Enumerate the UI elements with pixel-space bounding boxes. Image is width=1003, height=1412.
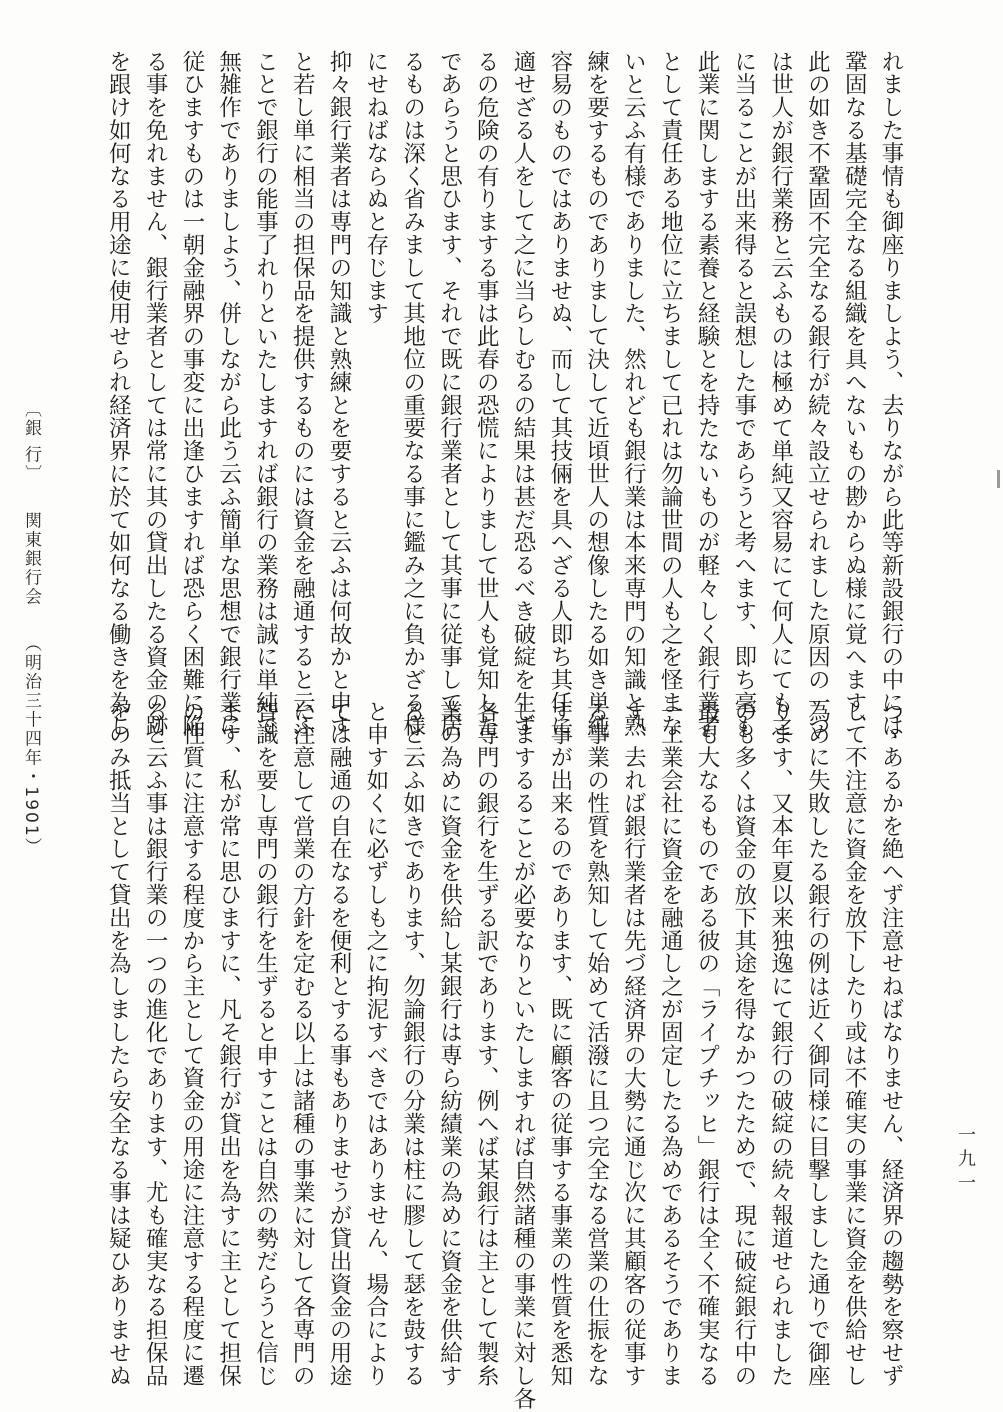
- text-column: 無雑作でありましよう、併しながら此う云ふ簡単な思想で銀行業に: [215, 50, 242, 737]
- text-column: 抑々銀行業者は専門の知識と熟練とを要すると云ふは何故かと申す: [326, 50, 353, 737]
- text-column: ります、又本年夏以来独逸にて銀行の破綻の続々報道せられました: [767, 700, 794, 1387]
- text-column: と若し単に相当の担保品を提供するものには資金を融通すると云ふ: [289, 50, 316, 737]
- text-column: 智識を要し専門の銀行を生ずると申すことは自然の勢だらうと信じ: [252, 700, 279, 1387]
- text-column: 最も大なるものである彼の「ライプチッヒ」銀行は全く不確実なる: [694, 700, 721, 1387]
- text-column: であらうと思ひます、それで既に銀行業者として其事に従事して居: [436, 50, 463, 737]
- text-column: 此の如き不鞏固不完全なる銀行が続々設立せられました原因の一つ: [804, 50, 831, 737]
- upper-text-block: [99, 50, 909, 737]
- header-society: 関東銀行会: [21, 511, 41, 607]
- text-column: ると云ふ事は銀行業の一つの進化であります、尤も確実なる担保品: [142, 700, 169, 1387]
- text-column: 業の為めに資金を供給し某銀行は専ら紡績業の為めに資金を供給す: [436, 700, 463, 1387]
- text-column: 此業に関しまする素養と経験とを持たないものが軽々しく銀行業者: [694, 50, 721, 737]
- text-column: を跟け如何なる用途に使用せられ経済界に於て如何なる働きを為し: [105, 50, 132, 737]
- text-column: のも多くは資金の放下其途を得なかつたためで、現に破綻銀行中の: [730, 700, 757, 1387]
- text-column: 一工業会社に資金を融通し之が固定したる為めであるそうでありま: [657, 700, 684, 1387]
- text-column: 各専門の銀行を生ずる訳であります、例へば某銀行は主として製糸: [473, 700, 500, 1387]
- text-column: 鞏固なる基礎完全なる組織を具へないもの尠からぬ様に覚へます、: [841, 50, 868, 737]
- text-column: る事業の性質を熟知して始めて活潑に且つ完全なる営業の仕振をな: [583, 700, 610, 1387]
- text-column: す事が出来るのであります、既に顧客の従事する事業の性質を悉知: [546, 700, 573, 1387]
- text-column: に注意して営業の方針を定むる以上は諸種の事業に対して各専門の: [289, 700, 316, 1387]
- text-column: 従ひますものは一朝金融界の事変に出逢ひますれば恐らく困難に陥: [178, 50, 205, 737]
- text-column: 為めに失敗したる銀行の例は近く御同様に目撃しました通りで御座: [804, 700, 831, 1387]
- header-year: （明治三十四年・1901）: [21, 634, 41, 857]
- text-column: ては融通の自在なるを便利とする事もありませうが貸出資金の用途: [326, 700, 353, 1387]
- margin-mark: [997, 470, 1000, 488]
- text-column: いと云ふ有様でありました、然れども銀行業は本来専門の知識と熟: [620, 50, 647, 737]
- text-column: るものは深く省みまして其地位の重要なる事に鑑み之に負かざる様: [399, 50, 426, 737]
- text-column: にせねばならぬと存じます: [362, 50, 389, 325]
- text-column: るの危険の有りまする事は此春の恐慌によりまして世人も覚知した: [473, 50, 500, 737]
- text-column: として責任ある地位に立ちまして已れは勿論世間の人も之を怪まな: [657, 50, 684, 737]
- text-column: る事を免れません、銀行業者としては常に其の貸出したる資金の跡: [142, 50, 169, 737]
- text-column: して不注意に資金を放下したり或は不確実の事業に資金を供給せし: [841, 700, 868, 1387]
- text-column: す、去れば銀行業者は先づ経済界の大勢に通じ次に其顧客の従事す: [620, 700, 647, 1387]
- text-column: をのみ抵当として貸出を為しましたら安全なる事は疑ひありませぬ: [105, 700, 132, 1387]
- text-column: しまするることが必要なりといたしますれば自然諸種の事業に対し各: [510, 700, 537, 1410]
- text-column: 練を要するものでありまして決して近頃世人の想像したる如き単純: [583, 50, 610, 737]
- text-column: ると云ふ如きであります、勿論銀行の分業は柱に膠して瑟を鼓する: [399, 700, 426, 1387]
- running-header: [20, 400, 42, 857]
- text-column: ます、私が常に思ひますに、凡そ銀行が貸出を為すに主として担保: [215, 700, 242, 1387]
- page-number: 一九一: [955, 1125, 976, 1197]
- text-column: は世人が銀行業務と云ふものは極めて単純又容易にて何人にても之: [767, 50, 794, 737]
- text-column: 適せざる人をして之に当らしむるの結果は甚だ恐るべき破綻を生ず: [510, 50, 537, 737]
- lower-text-block: [99, 700, 909, 1410]
- text-column: に当ることが出来得ると誤想した事であらうと考へます、即ち毫も: [730, 50, 757, 737]
- text-column: ことで銀行の能事了れりといたしますれば銀行の業務は誠に単純で: [252, 50, 279, 737]
- text-column: つゝあるかを絶へず注意せねばなりません、経済界の趨勢を察せず: [878, 700, 904, 1387]
- text-column: 容易のものではありませぬ、而して其技倆を具へざる人即ち其任に: [546, 50, 573, 737]
- text-column: と申す如くに必ずしも之に拘泥すべきではありません、場合により: [362, 700, 389, 1387]
- header-section: 〔銀 行〕: [21, 400, 41, 484]
- text-column: れました事情も御座りましよう、去りながら此等新設銀行の中には: [878, 50, 904, 737]
- text-column: の性質に注意する程度から主として資金の用途に注意する程度に遷: [178, 700, 205, 1387]
